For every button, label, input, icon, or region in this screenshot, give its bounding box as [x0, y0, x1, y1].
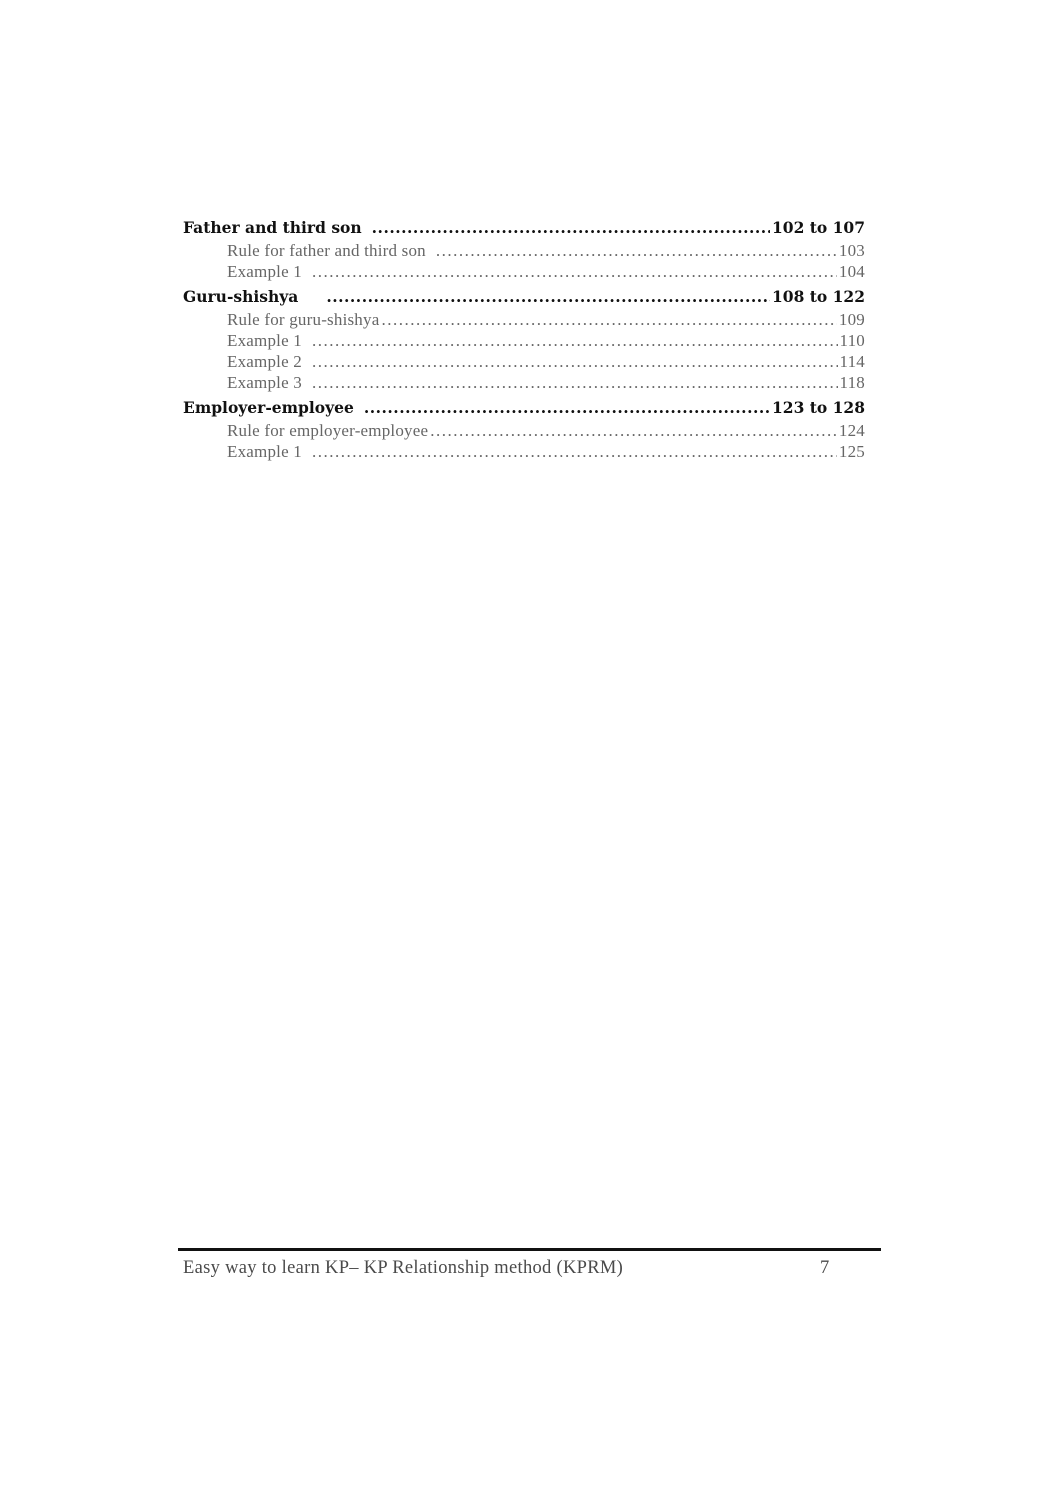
toc-section-heading — [183, 287, 865, 310]
section-title: Guru-shishya — [183, 287, 299, 306]
section-page-range: 102 to 107 — [772, 218, 865, 237]
toc-entry — [183, 310, 865, 331]
footer-page-number: 7 — [820, 1258, 830, 1278]
footer-book-title: Easy way to learn KP– KP Relationship method (KPRM) — [183, 1258, 624, 1278]
dot-leader — [372, 218, 770, 237]
entry-page: 110 — [839, 331, 865, 350]
dot-leader — [364, 398, 770, 417]
section-page-range: 123 to 128 — [772, 398, 865, 417]
toc-section-heading — [183, 218, 865, 241]
entry-label: Example 1 — [227, 331, 302, 350]
toc-section-employer-employee — [183, 398, 865, 463]
section-title: Employer-employee — [183, 398, 354, 417]
entry-page: 104 — [838, 262, 865, 281]
entry-page: 103 — [838, 241, 865, 260]
entry-label: Example 1 — [227, 262, 302, 281]
entry-page: 114 — [839, 352, 865, 371]
footer-rule — [178, 1248, 881, 1251]
toc-section-guru-shishya — [183, 287, 865, 394]
entry-label: Rule for father and third son — [227, 241, 426, 260]
entry-label: Rule for guru-shishya — [227, 310, 380, 329]
dot-leader — [436, 241, 837, 261]
entry-label: Example 3 — [227, 373, 302, 392]
entry-label: Example 1 — [227, 442, 302, 461]
toc-entry — [183, 373, 865, 394]
dot-leader — [312, 373, 838, 393]
dot-leader — [312, 262, 837, 282]
toc-entry — [183, 331, 865, 352]
toc-entry — [183, 442, 865, 463]
toc-entry — [183, 421, 865, 442]
section-page-range: 108 to 122 — [772, 287, 865, 306]
entry-label: Rule for employer-employee — [227, 421, 429, 440]
table-of-contents — [183, 218, 865, 467]
entry-page: 124 — [838, 421, 865, 440]
dot-leader — [312, 331, 838, 351]
toc-section-heading — [183, 398, 865, 421]
entry-page: 125 — [838, 442, 865, 461]
dot-leader — [430, 421, 837, 441]
dot-leader — [312, 352, 838, 372]
entry-label: Example 2 — [227, 352, 302, 371]
toc-entry — [183, 262, 865, 283]
entry-page: 118 — [839, 373, 865, 392]
toc-section-father-and-third-son — [183, 218, 865, 283]
dot-leader — [326, 287, 770, 306]
section-title: Father and third son — [183, 218, 362, 237]
toc-entry — [183, 241, 865, 262]
dot-leader — [312, 442, 837, 462]
toc-entry — [183, 352, 865, 373]
entry-page: 109 — [838, 310, 865, 329]
dot-leader — [381, 310, 836, 330]
